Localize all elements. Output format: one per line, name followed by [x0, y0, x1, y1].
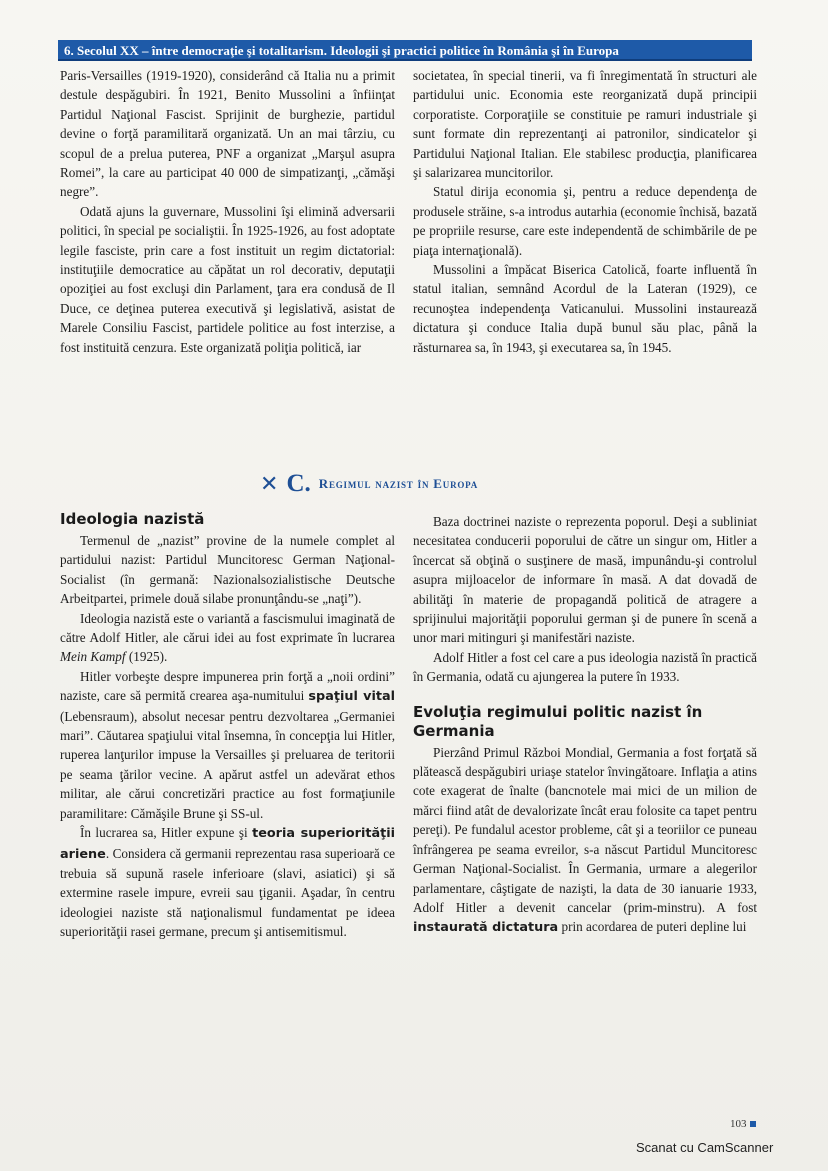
paragraph: societatea, în special tinerii, va fi înregimentată în structuri ale partidului unic. Economia este reorganizată după principii corporatiste. Corporaţiile se constituie pe ramuri industriale şi sunt formate din reprezentanţi ai patronilor, sindicatelor şi Partidului Naţional Italian. Ele stabilesc producţia, planificarea şi salarizarea muncitorilor.	[413, 68, 757, 181]
section-mark-icon: ✕	[260, 471, 279, 497]
section-heading: Regimul nazist în Europa	[318, 476, 479, 491]
page-marker-icon	[750, 1121, 756, 1127]
paragraph: Baza doctrinei naziste o reprezenta poporul. Deşi a subliniat necesitatea conducerii poporului de către un singur om, Hitler a încercat să obţină o susţinere de masă, impunându-şi controlul asupra mijloacelor de informare în masă. A dat dovadă de abilităţi în materie de propagandă politică de atragere a sprijinului majorităţii poporului german şi de punere în scenă a unor mari mitinguri şi manifestări naziste.	[413, 514, 757, 646]
paragraph: Adolf Hitler a fost cel care a pus ideologia nazistă în practică în Germania, odată cu ajungerea la putere în 1933.	[413, 649, 757, 685]
scanner-watermark: Scanat cu CamScanner	[636, 1140, 774, 1155]
page-number	[730, 1118, 756, 1130]
right-column-bottom	[413, 512, 757, 938]
paragraph	[60, 823, 395, 941]
subsection-heading: Evoluţia regimului politic nazist în Germania	[413, 702, 703, 740]
section-letter: C.	[286, 470, 311, 497]
key-term: instaurată dictatura	[413, 920, 559, 936]
paragraph: Mussolini a împăcat Biserica Catolică, foarte influentă în statul italian, semnând Acordul de la Lateran (1929), ce recunoştea independenţa Vaticanului. Mussolini instaurează dictatura şi conduce Italia după bunul său plac, până la răsturnarea sa, în 1943, şi executarea sa, în 1945.	[413, 262, 757, 355]
text: În lucrarea sa, Hitler expune şi	[80, 825, 253, 841]
page-number-text: 103	[730, 1118, 747, 1130]
section-title	[260, 470, 620, 498]
left-column-top	[60, 66, 395, 357]
text: . Considera că germanii reprezentau rasa superioară ce trebuia să supună rasele inferioare (slavi, asiatici) şi să extermine rasele impure, evreii sau ţiganii. Aşadar, în centru ideologiei naziste stă naţionalismul fundamentat pe ideea superiorităţii rasei germane, precum şi antisemitismul.	[60, 845, 395, 940]
chapter-header: 6. Secolul XX – între democraţie şi totalitarism. Ideologii şi practici politice în România şi în Europa	[58, 40, 752, 61]
paragraph	[413, 743, 757, 938]
paragraph: Statul dirija economia şi, pentru a reduce dependenţa de produsele străine, s-a introdus autarhia (economie închisă, bazată pe propriile resurse, care este independentă de schimbările de pe piaţa internaţională).	[413, 184, 757, 258]
text: Ideologia nazistă este o variantă a fascismului imaginată de către Adolf Hitler, ale cărui idei au fost exprimate în lucrarea	[60, 610, 395, 646]
left-column-bottom	[60, 510, 395, 942]
key-term: spaţiul vital	[308, 689, 395, 705]
paragraph: Paris-Versailles (1919-1920), considerând că Italia nu a primit destule despăgubiri. În 1921, Benito Mussolini a înfiinţat Partidul Naţional Fascist. Sprijinit de burghezie, partidul devine o forţă paramilitară organizată. Un an mai târziu, cu scopul de a prelua puterea, PNF a organizat „Marşul asupra Romei”, la care au participat 40 000 de simpatizanţi, „cămăşi negre”.	[60, 68, 395, 200]
text: Pierzând Primul Război Mondial, Germania a fost forţată să plătească despăgubiri uriaşe statelor învingătoare. Inflaţia a atins cote exagerat de înalte (bancnotele mai mici de un milion de mărci fiind atât de devalorizate încât erau folosite ca tapet pentru pereţi). Pe fundalul acestor probleme, cât şi a teoriilor ce puneau înfrângerea pe seama evreilor, s-a născut Partidul Muncitoresc German Naţional-Socialist. În Germania, urmare a alegerilor parlamentare, câştigate de nazişti, la data de 30 ianuarie 1933, Adolf Hitler a devenit cancelar (prim-minstru). A fost	[413, 744, 757, 915]
text: (Lebensraum), absolut necesar pentru dezvoltarea „Germaniei mari”. Căutarea spaţiului vital însemna, în concepţia lui Hitler, ruperea lanţurilor impuse la Versailles şi preluarea de teritorii pe seama ţărilor vecine. A apărut astfel un adevărat ethos militar, ale cărui concretizări practice au fost formaţiunile paramilitare: Cămăşile Brune şi SS-ul.	[60, 708, 395, 821]
paragraph: Odată ajuns la guvernare, Mussolini îşi elimină adversarii politici, în special pe socialiştii. În 1925-1926, au fost adoptate legile fasciste, prin care a fost instituit un regim dictatorial: instituţiile democratice au căpătat un rol decorativ, deputaţii opoziţiei au fost excluşi din Parlament, ţara era condusă de Il Duce, ce deţinea puterea executivă şi legislativă, asistat de Marele Consiliu Fascist, partidele politice au fost interzise, a fost instituită cenzura. Este organizată poliţia politică, iar	[60, 203, 395, 355]
key-term: teoria superiorităţii ariene	[60, 826, 396, 862]
book-title: Mein Kampf	[60, 649, 126, 665]
paragraph: Termenul de „nazist” provine de la numele complet al partidului nazist: Partidul Muncitoresc German Naţional-Socialist (în germană: Nazionalsozialistische Deutsche Arbeitpartei, primele două silabe pronunţându-se „naţi”).	[60, 533, 395, 607]
subsection-heading: Ideologia nazistă	[60, 510, 205, 528]
text: prin acordarea de puteri depline lui	[558, 919, 747, 935]
text: Hitler vorbeşte despre impunerea prin forţă a „noii ordini” naziste, care să permită crearea aşa-numitului	[60, 668, 395, 704]
paragraph	[60, 667, 395, 823]
text: (1925).	[125, 649, 168, 665]
right-column-top	[413, 66, 757, 357]
paragraph	[60, 609, 395, 667]
